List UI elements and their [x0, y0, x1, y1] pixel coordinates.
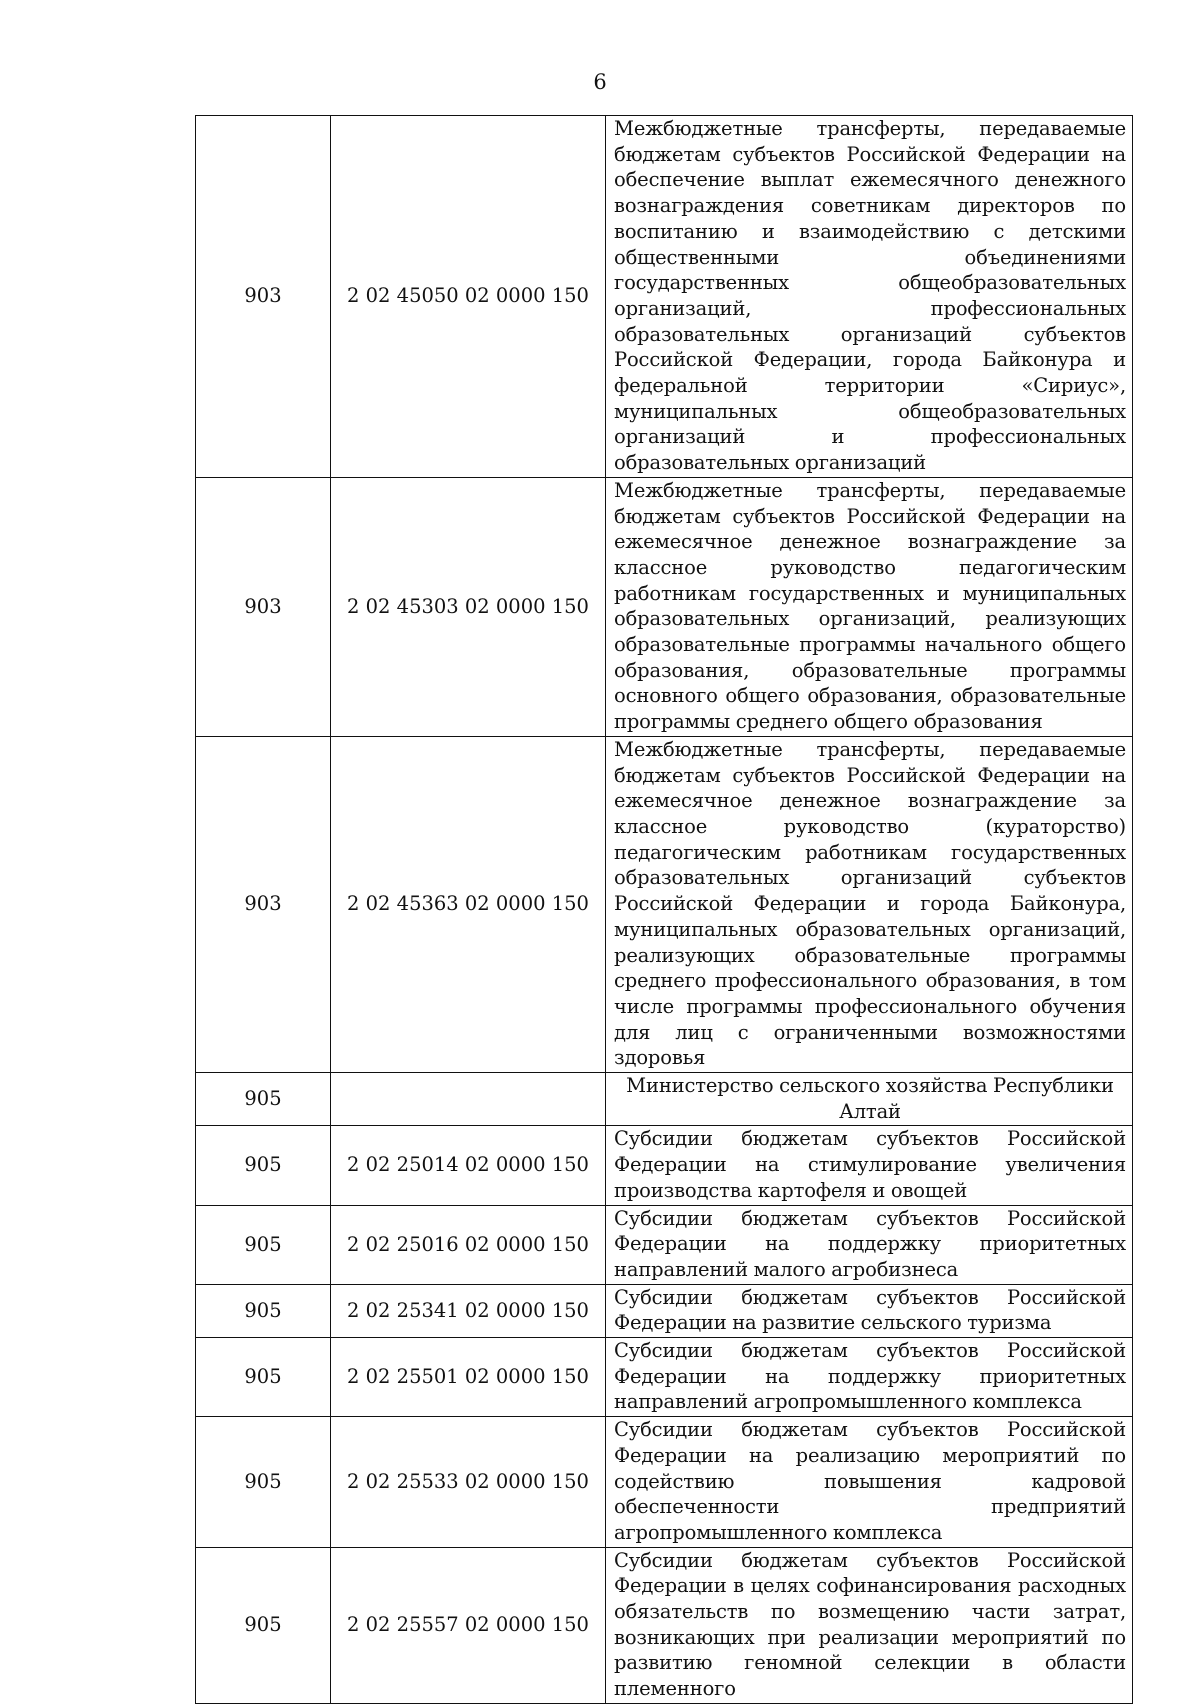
table-row [196, 1417, 1133, 1548]
description-cell: Межбюджетные трансферты, передаваемые бюджетам субъектов Российской Федерации на обеспечение выплат ежемесячного денежного вознаграждения советникам директоров по воспитанию и взаимодействию с детскими общественными объединениями государственных общеобразовательных организаций, профессиональных образовательных организаций субъектов Российской Федерации, города Байконура и федеральной территории «Сириус», муниципальных общеобразовательных организаций и профессиональных образовательных организаций [606, 116, 1133, 478]
table-row [196, 1126, 1133, 1205]
table-row [196, 1284, 1133, 1337]
budget-code-cell: 2 02 45303 02 0000 150 [331, 477, 606, 736]
budget-code-cell: 2 02 25533 02 0000 150 [331, 1417, 606, 1548]
description-cell: Субсидии бюджетам субъектов Российской Федерации в целях софинансирования расходных обязательств по возмещению части затрат, возникающих при реализации мероприятий по развитию геномной селекции в области племенного [606, 1547, 1133, 1703]
table-row [196, 477, 1133, 736]
budget-codes-table [195, 115, 1133, 1704]
admin-code-cell: 905 [196, 1205, 331, 1284]
budget-code-cell: 2 02 25501 02 0000 150 [331, 1338, 606, 1417]
admin-code-cell: 905 [196, 1338, 331, 1417]
description-cell: Субсидии бюджетам субъектов Российской Федерации на стимулирование увеличения производства картофеля и овощей [606, 1126, 1133, 1205]
description-cell: Субсидии бюджетам субъектов Российской Федерации на поддержку приоритетных направлений агропромышленного комплекса [606, 1338, 1133, 1417]
description-cell: Субсидии бюджетам субъектов Российской Федерации на развитие сельского туризма [606, 1284, 1133, 1337]
section-heading-cell: Министерство сельского хозяйства Республики Алтай [606, 1073, 1133, 1126]
budget-code-cell [331, 1073, 606, 1126]
admin-code-cell: 905 [196, 1417, 331, 1548]
budget-code-cell: 2 02 45050 02 0000 150 [331, 116, 606, 478]
page-number: 6 [593, 70, 607, 94]
table-row [196, 736, 1133, 1072]
table-row [196, 1205, 1133, 1284]
admin-code-cell: 905 [196, 1547, 331, 1703]
budget-code-cell: 2 02 25341 02 0000 150 [331, 1284, 606, 1337]
budget-code-cell: 2 02 25016 02 0000 150 [331, 1205, 606, 1284]
table-row [196, 1338, 1133, 1417]
admin-code-cell: 903 [196, 116, 331, 478]
admin-code-cell: 903 [196, 736, 331, 1072]
admin-code-cell: 905 [196, 1073, 331, 1126]
description-cell: Субсидии бюджетам субъектов Российской Федерации на реализацию мероприятий по содействию повышения кадровой обеспеченности предприятий агропромышленного комплекса [606, 1417, 1133, 1548]
description-cell: Межбюджетные трансферты, передаваемые бюджетам субъектов Российской Федерации на ежемесячное денежное вознаграждение за классное руководство педагогическим работникам государственных и муниципальных образовательных организаций, реализующих образовательные программы начального общего образования, образовательные программы основного общего образования, образовательные программы среднего общего образования [606, 477, 1133, 736]
description-cell: Субсидии бюджетам субъектов Российской Федерации на поддержку приоритетных направлений малого агробизнеса [606, 1205, 1133, 1284]
admin-code-cell: 905 [196, 1126, 331, 1205]
description-cell: Межбюджетные трансферты, передаваемые бюджетам субъектов Российской Федерации на ежемесячное денежное вознаграждение за классное руководство (кураторство) педагогическим работникам государственных образовательных организаций субъектов Российской Федерации и города Байконура, муниципальных образовательных организаций, реализующих образовательные программы среднего профессионального образования, в том числе программы профессионального обучения для лиц с ограниченными возможностями здоровья [606, 736, 1133, 1072]
budget-code-cell: 2 02 25014 02 0000 150 [331, 1126, 606, 1205]
budget-code-cell: 2 02 25557 02 0000 150 [331, 1547, 606, 1703]
admin-code-cell: 903 [196, 477, 331, 736]
budget-code-cell: 2 02 45363 02 0000 150 [331, 736, 606, 1072]
table-row [196, 1547, 1133, 1703]
table-row [196, 1073, 1133, 1126]
table-row [196, 116, 1133, 478]
admin-code-cell: 905 [196, 1284, 331, 1337]
